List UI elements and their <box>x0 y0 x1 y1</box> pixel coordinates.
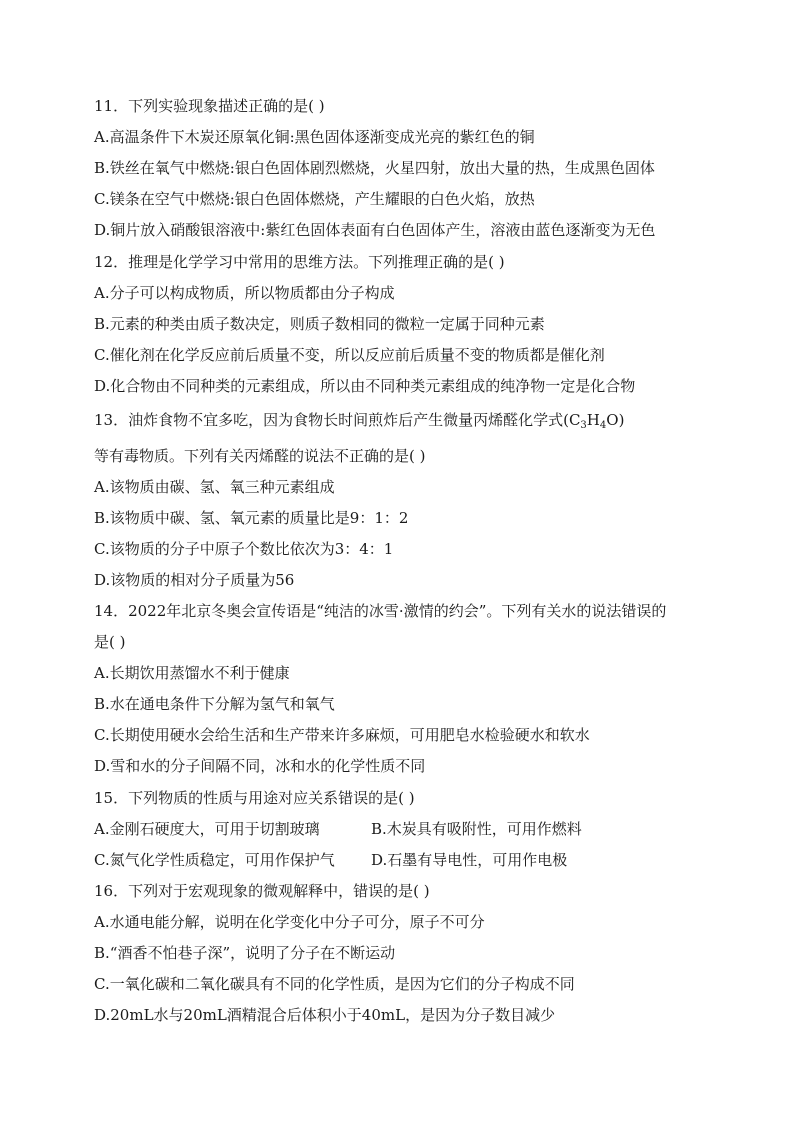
question-13-option-c: C.该物质的分子中原子个数比依次为3：4：1 <box>94 540 394 558</box>
formula-subscript-carbon: 3 <box>580 420 587 431</box>
question-11-option-c: C.镁条在空气中燃烧:银白色固体燃烧，产生耀眼的白色火焰，放热 <box>94 190 535 208</box>
question-14-stem-line2: 是( ) <box>94 633 126 651</box>
question-13-option-a: A.该物质由碳、氢、氧三种元素组成 <box>94 478 335 496</box>
question-14-option-c: C.长期使用硬水会给生活和生产带来许多麻烦，可用肥皂水检验硬水和软水 <box>94 726 590 744</box>
formula-oxygen: O) <box>606 411 625 429</box>
question-14-stem: 14．2022年北京冬奥会宣传语是“纯洁的冰雪·激情的约会”。下列有关水的说法错误的 <box>94 602 667 620</box>
question-16-option-c: C.一氧化碳和二氧化碳具有不同的化学性质，是因为它们的分子构成不同 <box>94 975 575 993</box>
question-15-stem: 15．下列物质的性质与用途对应关系错误的是( ) <box>94 789 415 807</box>
question-12-option-c: C.催化剂在化学反应前后质量不变，所以反应前后质量不变的物质都是催化剂 <box>94 346 605 364</box>
question-11-stem: 11．下列实验现象描述正确的是( ) <box>94 97 325 115</box>
question-15-option-c: C.氮气化学性质稳定，可用作保护气 <box>94 851 335 869</box>
question-12-stem: 12．推理是化学学习中常用的思维方法。下列推理正确的是( ) <box>94 253 505 271</box>
question-12-option-d: D.化合物由不同种类的元素组成，所以由不同种类元素组成的纯净物一定是化合物 <box>94 377 636 395</box>
question-13-option-b: B.该物质中碳、氢、氧元素的质量比是9：1：2 <box>94 509 409 527</box>
question-13-stem <box>94 410 624 436</box>
question-15-option-a: A.金刚石硬度大，可用于切割玻璃 <box>94 820 320 838</box>
question-13-stem-line2: 等有毒物质。下列有关丙烯醛的说法不正确的是( ) <box>94 447 426 465</box>
question-16-option-b: B.“酒香不怕巷子深”，说明了分子在不断运动 <box>94 944 396 962</box>
question-13-stem-text: 13．油炸食物不宜多吃，因为食物长时间煎炸后产生微量丙烯醛化学式(C <box>94 411 581 429</box>
question-15-row-ab <box>94 819 582 839</box>
question-11-option-b: B.铁丝在氧气中燃烧:银白色固体剧烈燃烧，火星四射，放出大量的热，生成黑色固体 <box>94 159 655 177</box>
question-14-option-d: D.雪和水的分子间隔不同，冰和水的化学性质不同 <box>94 757 426 775</box>
question-16-stem: 16．下列对于宏观现象的微观解释中，错误的是( ) <box>94 882 430 900</box>
question-12-option-b: B.元素的种类由质子数决定，则质子数相同的微粒一定属于同种元素 <box>94 315 545 333</box>
question-12-option-a: A.分子可以构成物质，所以物质都由分子构成 <box>94 284 395 302</box>
question-14-option-b: B.水在通电条件下分解为氢气和氧气 <box>94 695 335 713</box>
question-15-option-d: D.石墨有导电性，可用作电极 <box>371 851 568 869</box>
formula-subscript-hydrogen: 4 <box>599 420 607 431</box>
question-15-option-b: B.木炭具有吸附性，可用作燃料 <box>371 820 582 838</box>
question-16-option-a: A.水通电能分解，说明在化学变化中分子可分，原子不可分 <box>94 913 485 931</box>
question-13-option-d: D.该物质的相对分子质量为56 <box>94 571 295 589</box>
question-11-option-d: D.铜片放入硝酸银溶液中:紫红色固体表面有白色固体产生，溶液由蓝色逐渐变为无色 <box>94 221 656 239</box>
formula-hydrogen: H <box>586 411 600 429</box>
question-11-option-a: A.高温条件下木炭还原氧化铜:黑色固体逐渐变成光亮的紫红色的铜 <box>94 128 535 146</box>
question-14-option-a: A.长期饮用蒸馏水不利于健康 <box>94 664 290 682</box>
question-15-row-cd <box>94 850 568 870</box>
question-16-option-d: D.20mL水与20mL酒精混合后体积小于40mL，是因为分子数目减少 <box>94 1006 556 1024</box>
